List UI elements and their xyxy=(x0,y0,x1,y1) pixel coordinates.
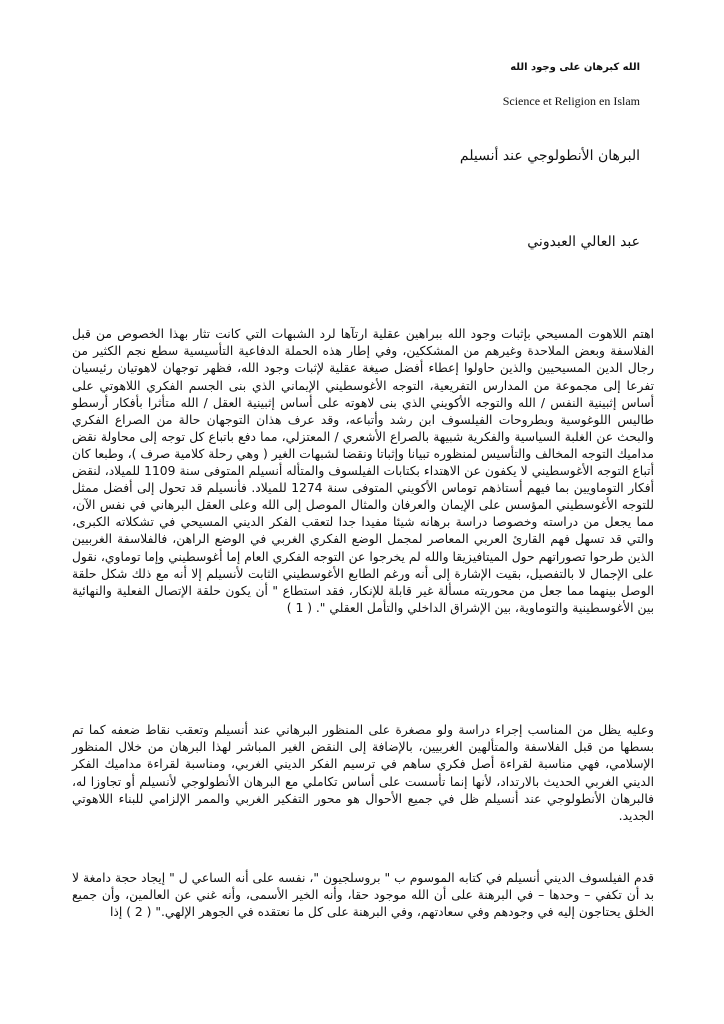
document-title: البرهان الأنطولوجي عند أنسيلم xyxy=(459,148,640,164)
paragraph-1: اهتم اللاهوت المسيحي بإثبات وجود الله ببراهين عقلية ارتآها لرد الشبهات التي كانت تثار بهذا الخصوص من قبل الفلاسفة وبعض الملاحدة وغيرهم من المشككين، وفي إطار هذه الحملة الدفاعية التأسيسية سطع نجم الكثير من رجال الدين المسيحيين والذين حاولوا إعطاء أفضل صيغة عقلية لإثبات وجود الله، فظهر توجهان لاهوتيان رئيسيان تفرعا إلى مجموعة من المدارس التفريعية، التوجه الأغوسطيني الإيماني الذي بنى الجسم الفكري اللاهوتي على أساس إثبينية النفس / الله والتوجه الأكويني الذي بنى لاهوته على أساس إثبينية العقل / الله متأثرا بأفكار أرسطو طاليس اللوغوسية وبطروحات الفيلسوف ابن رشد وأتباعه، وقد عرف هذان التوجهان حالة من الصراع الفكري والبحث عن الغلبة السياسية والفكرية شبيهة بالصراع الأشعري / المعتزلي، مما دفع باتباع كل توجه إلى محاولة نقض مداميك التوجه المخالف والتأسيس لمنظوره تبيانا وإثباتا ونقضا لشبهات الغير ( وهي رحلة كلامية صرف )، وطبعا كان أتباع التوجه الأغوسطيني لا يكفون عن الاهتداء بكتابات الفيلسوف والمتأله أنسيلم المتوفى سنة 1109 للميلاد، لنقض أفكار التوماويين بما فيهم أستاذهم توماس الأكويني المتوفى سنة 1274 للميلاد. فأنسيلم قد تحول إلى أفضل ممثل للتوجه الأغوسطيني المؤسس على الإيمان والعرفان والمثال الموصل إلى الله وعلى العقل البرهاني في نفس الآن، مما يجعل من دراسته وخصوصا دراسة برهانه شيئا مفيدا جدا لتعقب الفكر الديني المسيحي في تشكلاته الكبرى، والتي قد تسهل فهم القارئ العربي المعاصر لمجمل الوضع الفكري الغربي في الوضع الراهن، فالفلاسفة الغربيين الذين طرحوا تصوراتهم حول الميتافيزيقا والله لم يخرجوا عن التوجه الفكري العام إما أغوسطيني وإما توماوي، نقول على الإجمال لا بالتفصيل، بقيت الإشارة إلى أنه ورغم الطابع الأغوسطيني الثابت لأنسيلم إلا أنه مع ذلك شكل حلقة الوصل بينهما مما جعل من محوريته مسألة غير قابلة للإنكار، فقد استطاع " أن يكون حلقة الإتصال الفعلية والنهائية بين الأغوسطينية والتوماوية، بين الإشراق الداخلي والتأمل العقلي ". ( 1 ) xyxy=(72,327,655,615)
paragraph-2: وعليه يظل من المناسب إجراء دراسة ولو مصغرة على المنظور البرهاني عند أنسيلم وتعقب نقاط ضعفه كما تم بسطها من قبل الفلاسفة والمتألهين الغربيين، بالإضافة إلى النقض الغير المباشر لهذا البرهان من خلال المنظور الإسلامي، فهي مناسبة لقراءة أصل فكري ساهم في ترسيم الفكر الديني الغربي، ومناسبة لقراءة مداميك الفكر الديني الغربي الحديث بالارتداد، لأنها إنما تأسست على أساس تكاملي مع البرهان الأنطولوجي لأنسيلم أو تجاوزا له، فالبرهان الأنطولوجي عند أنسيلم ظل في جميع الأحوال هو محور التفكير الغربي والممر الإلزامي للبناء اللاهوتي الجديد. xyxy=(72,723,654,823)
header-arabic-title: الله كبرهان على وجود الله xyxy=(510,62,640,73)
author-name: عبد العالي العبدوني xyxy=(527,234,640,250)
paragraph-3: قدم الفيلسوف الديني أنسيلم في كتابه الموسوم ب " بروسلجيون "، نفسه على أنه الساعي ل " إيجاد حجة دامغة لا بد أن تكفي – وحدها – في البرهنة على أن الله موجود حقا، وأنه الخير الأسمى، وأنه غني عن العالمين، وأن جميع الخلق يحتاجون إليه في وجودهم وفي سعادتهم، وفي البرهنة على كل ما نعتقده في الجوهر الإلهي." ( 2 ) إذا xyxy=(72,871,654,920)
header-subtitle: Science et Religion en Islam xyxy=(502,94,640,108)
